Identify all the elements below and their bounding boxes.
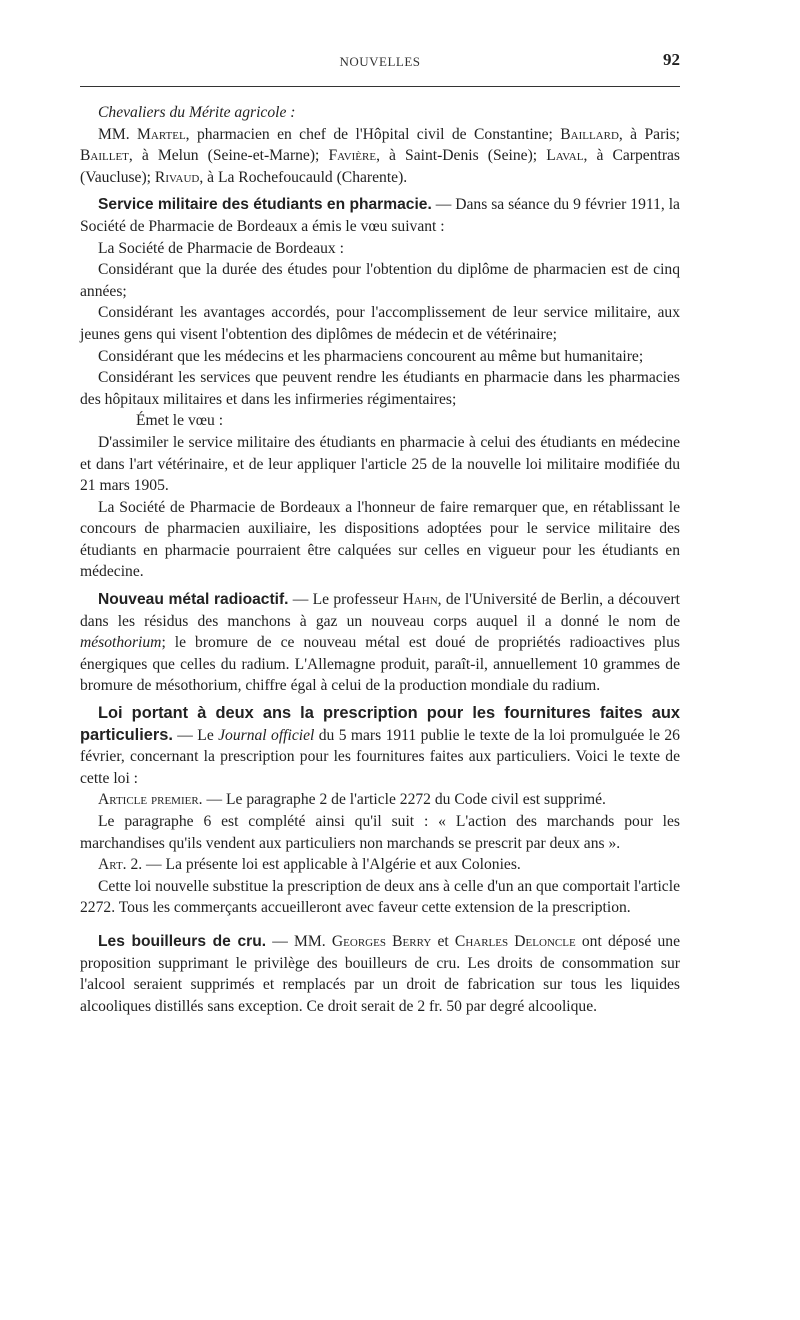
loi-title: Loi portant à deux ans la prescription pour les fournitures faites aux particuliers. (80, 704, 680, 744)
loi-article-premier: Article premier. — Le paragraphe 2 de l'article 2272 du Code civil est supprimé. (98, 791, 606, 809)
service-paragraph: Considérant que les médecins et les pharmaciens concourent au même but humanitaire; (98, 347, 644, 365)
page-header (80, 46, 680, 87)
loi-paragraph: Cette loi nouvelle substitue la prescription de deux ans à celle d'un an que comportait l'article 2272. Tous les commerçants accueilleront avec faveur cette extension de la prescription. (80, 877, 680, 917)
service-paragraph: Considérant les avantages accordés, pour l'accomplissement de leur service militaire, aux jeunes gens qui visent l'obtention des diplômes de médecin et de vétérinaire; (80, 304, 680, 343)
merite-heading: Chevaliers du Mérite agricole : (98, 104, 296, 121)
bouilleurs-title: Les bouilleurs de cru. (98, 932, 267, 950)
metal-section: Nouveau métal radioactif. — Le professeur Hahn, de l'Université de Berlin, a découvert dans les résidus des manchons à gaz un nouveau corps auquel il a donné le nom de mésothorium; le bromure de ce nouveau métal est doué de propriétés radioactives plus énergiques que celles du radium. L'Allemagne produit, paraît-il, annuellement 10 grammes de bromure de mésothorium, chiffre égal à celui de la production mondiale du radium. (80, 591, 680, 695)
loi-paragraph: Le paragraphe 6 est complété ainsi qu'il suit : « L'action des marchands pour les marchandises qu'ils vendent aux particuliers non marchands se prescrit par deux ans ». (80, 813, 680, 852)
service-paragraph: La Société de Pharmacie de Bordeaux a l'honneur de faire remarquer que, en rétablissant le concours de pharmacien auxiliaire, les dispositions adoptées pour le service militaire des étudiants en pharmacie pourraient être calquées sur celles en vigueur pour les étudiants en médecine. (80, 498, 680, 581)
service-paragraph: La Société de Pharmacie de Bordeaux : (98, 239, 344, 257)
loi-section: Loi portant à deux ans la prescription pour les fournitures faites aux particuliers. — Le Journal officiel du 5 mars 1911 publie le texte de la loi promulguée le 26 février, concernant la prescription pour les fournitures faites aux particuliers. Voici le texte de cette loi : (80, 704, 680, 787)
running-title: NOUVELLES (339, 54, 421, 69)
page-number: 92 (663, 50, 680, 69)
service-paragraph: Considérant que la durée des études pour l'obtention du diplôme de pharmacien est de cinq années; (80, 261, 680, 300)
service-section: Service militaire des étudiants en pharmacie. — Dans sa séance du 9 février 1911, la Société de Pharmacie de Bordeaux a émis le vœu suivant : (80, 196, 680, 235)
service-paragraph: Considérant les services que peuvent rendre les étudiants en pharmacie dans les pharmacies des hôpitaux militaires et dans les infirmeries régimentaires; (80, 369, 680, 408)
service-title: Service militaire des étudiants en pharmacie. (98, 196, 432, 214)
service-voeu: Émet le vœu : (136, 412, 224, 430)
page-body (80, 102, 680, 1017)
bouilleurs-section: Les bouilleurs de cru. — MM. Georges Berry et Charles Deloncle ont déposé une proposition supprimant le privilège des bouilleurs de cru. Les droits de consommation sur l'alcool seraient supprimés et remplacés par un droit de fabrication sur tous les liquides alcooliques distillés sans exception. Ce droit serait de 2 fr. 50 par degré alcoolique. (80, 932, 680, 1015)
service-paragraph: D'assimiler le service militaire des étudiants en pharmacie à celui des étudiants en médecine et dans l'art vétérinaire, et de leur appliquer l'article 25 de la nouvelle loi militaire modifiée du 21 mars 1905. (80, 433, 680, 495)
metal-title: Nouveau métal radioactif. (98, 591, 289, 609)
merite-list: MM. Martel, pharmacien en chef de l'Hôpital civil de Constantine; Baillard, à Paris; Baillet, à Melun (Seine-et-Marne); Favière, à Saint-Denis (Seine); Laval, à Carpentras (Vaucluse); Rivaud, à La Rochefoucauld (Charente). (80, 125, 681, 186)
loi-article-2: Art. 2. — La présente loi est applicable à l'Algérie et aux Colonies. (98, 856, 521, 874)
